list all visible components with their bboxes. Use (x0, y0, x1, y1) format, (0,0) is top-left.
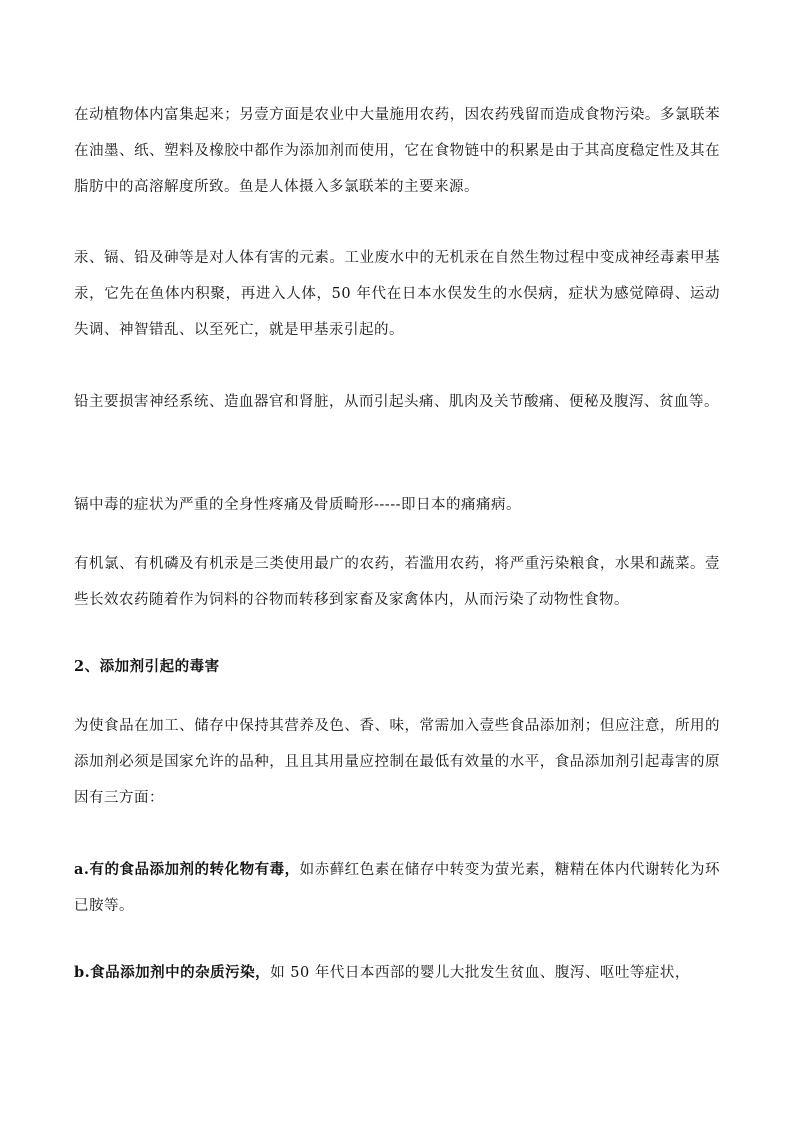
section-heading: 2、添加剂引起的毒害 (74, 658, 220, 675)
paragraph-pcb: 在动植物体内富集起来；另壹方面是农业中大量施用农药，因农药残留而造成食物污染。多氯联苯在油墨、纸、塑料及橡胶中都作为添加剂而使用，它在食物链中的积累是由于其高度稳定性及其在脂肪中的高溶解度所致。鱼是人体摄入多氯联苯的主要来源。 (74, 107, 720, 195)
list-item-a-text: 如赤藓红色素在储存中转变为萤光素，糖精在体内代谢转化为环已胺等。 (74, 862, 720, 914)
list-item-b-lead: b.食品添加剂中的杂质污染， (74, 964, 271, 981)
paragraph-lead: 铅主要损害神经系统、造血器官和肾脏，从而引起头痛、肌肉及关节酸痛、便秘及腹泻、贫血等。 (74, 394, 719, 410)
paragraph-mercury: 汞、镉、铅及砷等是对人体有害的元素。工业废水中的无机汞在自然生物过程中变成神经毒素甲基汞，它先在鱼体内积聚，再进入人体，50 年代在日本水俣发生的水俣病，症状为感觉障碍、运动失调、神智错乱、以至死亡，就是甲基汞引起的。 (74, 250, 720, 338)
list-item-a-lead: a.有的食品添加剂的转化物有毒， (74, 861, 300, 878)
list-item-b (74, 955, 720, 991)
paragraph-pesticides: 有机氯、有机磷及有机汞是三类使用最广的农药，若滥用农药，将严重污染粮食，水果和蔬菜。壹些长效农药随着作为饲料的谷物而转移到家畜及家禽体内，从而污染了动物性食物。 (74, 556, 720, 608)
list-item-b-text: 如 50 年代日本西部的婴儿大批发生贫血、腹泻、呕吐等症状， (270, 965, 690, 981)
paragraph-cadmium: 镉中毒的症状为严重的全身性疼痛及骨质畸形-----即日本的痛痛病。 (74, 497, 521, 513)
list-item-a (74, 852, 720, 924)
paragraph-additives-intro: 为使食品在加工、储存中保持其营养及色、香、味，常需加入壹些食品添加剂；但应注意，所用的添加剂必须是国家允许的品种，且且其用量应控制在最低有效量的水平，食品添加剂引起毒害的原因有三方面： (74, 718, 720, 806)
